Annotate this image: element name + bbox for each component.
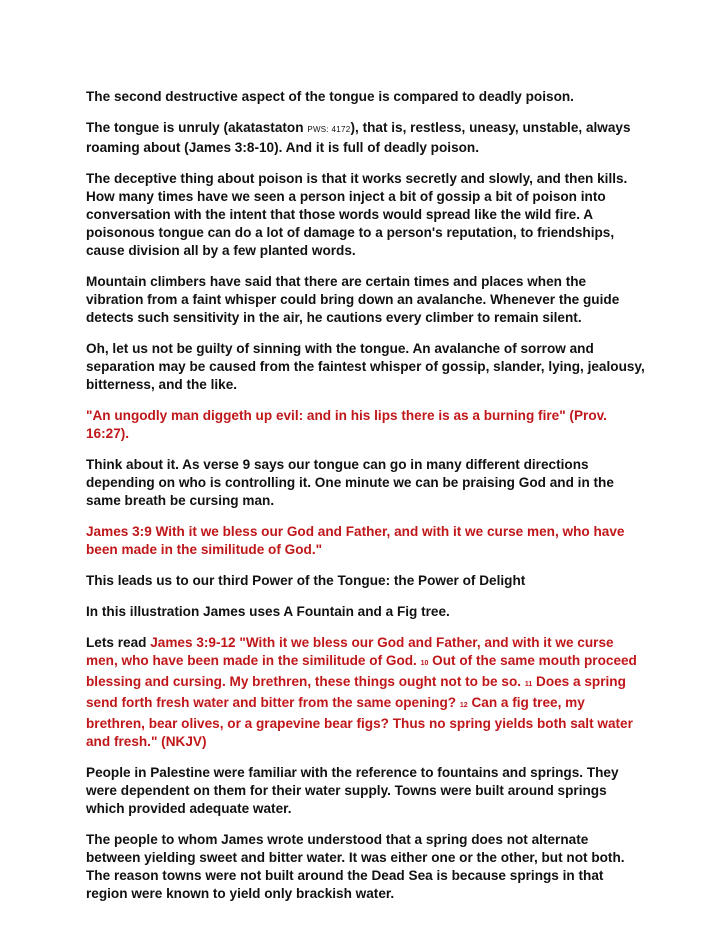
scripture-quote-1: "With it we bless our God and Father, and with it we curse men, who have been made in the similitude of God. [86,635,614,668]
paragraph-2-text-a: The tongue is unruly (akatastaton [86,120,308,135]
paragraph-13: The people to whom James wrote understood that a spring does not alternate between yielding sweet and bitter water. It was either one or the other, but not both. The reason towns were not built around the Dead Sea is because springs in that region were known to yield only brackish water. [86,832,625,901]
scripture-james-3-9: James 3:9 With it we bless our God and Father, and with it we curse men, who have been made in the similitude of God." [86,524,625,557]
strongs-reference: PWS: 4172 [307,125,351,134]
scripture-proverbs: "An ungodly man diggeth up evil: and in his lips there is as a burning fire" (Prov. 16:27). [86,408,607,441]
scripture-reference: James 3:9-12 [150,635,240,650]
paragraph-10: In this illustration James uses A Fountain and a Fig tree. [86,604,450,619]
scripture-quote-3: Does a spring send forth fresh water and bitter from the same opening? [86,674,626,710]
paragraph-4: Mountain climbers have said that there are certain times and places when the vibration from a faint whisper could bring down an avalanche. Whenever the guide detects such sensitivity in the air, he cautions every climber to remain silent. [86,274,620,325]
scripture-quote-4: Can a fig tree, my brethren, bear olives, or a grapevine bear figs? Thus no spring yields both salt water and fresh." (NKJV) [86,695,633,749]
paragraph-3: The deceptive thing about poison is that it works secretly and slowly, and then kills. How many times have we seen a person inject a bit of gossip a bit of poison into conversation with the intent that those words would spread like the wild fire. A poisonous tongue can do a lot of damage to a person's reputation, to friendships, cause division all by a few planted words. [86,171,628,258]
lead-text: Lets read [86,635,151,650]
paragraph-12: People in Palestine were familiar with the reference to fountains and springs. They were dependent on them for their water supply. Towns were built around springs which provided adequate water. [86,765,619,816]
verse-number-11: 11 [524,681,533,688]
paragraph-2-text-b: ), that is, restless, uneasy, unstable, always roaming about (James 3:8-10). And it is full of deadly poison. [86,120,631,155]
verse-number-10: 10 [420,660,429,667]
paragraph-7: Think about it. As verse 9 says our tongue can go in many different directions depending on who is controlling it. One minute we can be praising God and in the same breath be cursing man. [86,457,614,508]
paragraph-11 [86,634,646,751]
scripture-quote-2: Out of the same mouth proceed blessing and cursing. My brethren, these things ought not to be so. [86,653,637,689]
paragraph-9: This leads us to our third Power of the Tongue: the Power of Delight [86,573,526,588]
verse-number-12: 12 [459,702,468,709]
paragraph-2 [86,119,646,157]
paragraph-5: Oh, let us not be guilty of sinning with the tongue. An avalanche of sorrow and separation may be caused from the faintest whisper of gossip, slander, lying, jealousy, bitterness, and the like. [86,341,645,392]
document-page [86,88,646,916]
paragraph-1: The second destructive aspect of the tongue is compared to deadly poison. [86,89,574,104]
